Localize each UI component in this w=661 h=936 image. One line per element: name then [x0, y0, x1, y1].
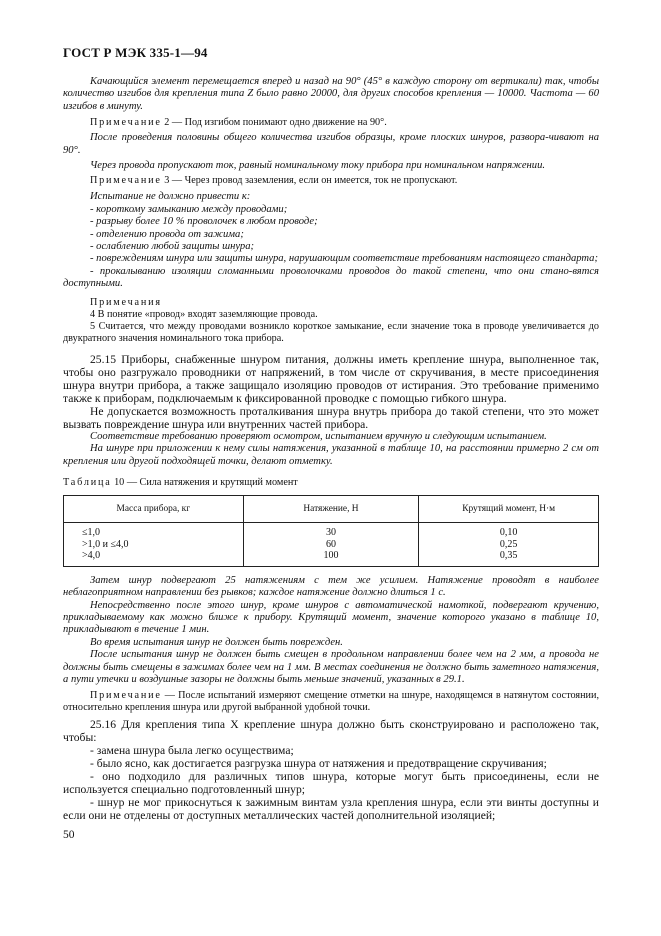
table-caption-label: Таблица	[63, 476, 112, 488]
table-header-row	[64, 495, 599, 522]
displacement-paragraph: После испытания шнур не должен быть смещен в продольном направлении более чем на 2 мм, а провода не должны быть смещены в зажимах более чем на 1 мм. В местах соединения не должно быть заметного натяжения, а пути утечки и воздушные зазоры не должны быть меньше значений, указанных в 29.1.	[63, 649, 599, 685]
table-cells-tension	[243, 522, 419, 566]
table-cells-mass	[64, 522, 244, 566]
list-item: - отделению провода от зажима;	[90, 228, 244, 240]
list-item: - разрыву более 10 % проволочек в любом проводе;	[90, 216, 318, 228]
table-cell: 100	[323, 550, 339, 562]
list-item: - было ясно, как достигается разгрузка шнура от натяжения и предотвращение скручивания;	[90, 757, 547, 771]
column-header-tension: Натяжение, Н	[243, 495, 419, 522]
table-cell: ≤1,0	[82, 526, 100, 538]
test-list-intro: Испытание не должно привести к:	[90, 191, 251, 203]
table-cell: 0,25	[499, 538, 518, 550]
list-item: - шнур не мог прикоснуться к зажимным винтам узла крепления шнура, если эти винты доступны и если они не отделены от доступных металлических частей дополнительной изоляцией;	[63, 796, 599, 823]
list-item: - замена шнура была легко осуществима;	[90, 744, 294, 758]
no-damage-paragraph: Во время испытания шнур не должен быть поврежден.	[90, 636, 343, 648]
notes-label: Примечания	[90, 296, 162, 308]
list-item: - короткому замыканию между проводами;	[90, 203, 288, 215]
note-text: 2 — Под изгибом понимают одно движение на 90°.	[161, 117, 387, 129]
list-item: - оно подходило для различных типов шнура, которые могут быть присоединены, если не используется специально подготовленный шнур;	[63, 770, 599, 797]
page-number: 50	[63, 829, 75, 841]
note-label: Примечание	[90, 117, 162, 129]
note-text: 3 — Через провод заземления, если он имеется, ток не пропускают.	[161, 175, 458, 187]
page-header-standard-title: ГОСТ Р МЭК 335-1—94	[63, 45, 208, 60]
note-label: Примечание	[90, 690, 162, 702]
mark-placement: На шнуре при приложении к нему силы натяжения, указанной в таблице 10, на расстоянии примерно 2 см от крепления или другой подходящей точки, делают отметку.	[63, 443, 599, 467]
table-10	[63, 495, 599, 567]
page-content	[63, 76, 599, 822]
table-cell: 60	[325, 538, 336, 550]
table-cell: 30	[325, 526, 336, 538]
table-cell: >1,0 и ≤4,0	[82, 538, 129, 550]
paragraph-bending-element: Качающийся элемент перемещается вперед и назад на 90° (45° в каждую сторону от вертикали) так, чтобы количество изгибов для крепления типа Z было равно 20000, для других способов крепления — 10000. Частота — 60 изгибов в минуту.	[63, 76, 599, 112]
note-5: 5 Считается, что между проводами возникло короткое замыкание, если значение тока в проводе увеличивается до двукратного значения номинального тока прибора.	[63, 320, 599, 344]
note-label: Примечание	[90, 175, 162, 187]
list-item: - ослаблению любой защиты шнура;	[90, 241, 255, 253]
note-text: — После испытаний измеряют смещение отметки на шнуре, находящемся в натянутом состоянии, относительно крепления шнура или другой выбранной удобной точки.	[63, 690, 599, 714]
paragraph-half-bends: После проведения половины общего количества изгибов образцы, кроме плоских шнуров, развора-чивают на 90°.	[63, 132, 599, 156]
section-25-15-paragraph-2: Не допускается возможность проталкивания шнура внутрь прибора до такой степени, что это может вызвать повреждение шнура или внутренних частей прибора.	[63, 404, 599, 431]
list-item: - прокалыванию изоляции сломанными проволочками проводов до такой степени, что они стано-вятся доступными.	[63, 265, 599, 290]
note-4: 4 В понятие «провод» входят заземляющие провода.	[90, 308, 318, 320]
table-cell: >4,0	[82, 550, 101, 562]
column-header-mass: Масса прибора, кг	[64, 495, 244, 522]
note-after-tests	[63, 690, 599, 714]
section-25-16-intro: 25.16 Для крепления типа X крепление шнура должно быть сконструировано и расположено так, чтобы:	[63, 718, 599, 745]
pull-test-paragraph: Затем шнур подвергают 25 натяжениям с тем же усилием. Натяжение проводят в наиболее неблагоприятном направлении без рывков; каждое натяжение должно длиться 1 с.	[63, 574, 599, 599]
table-row	[64, 522, 599, 566]
section-25-16-list	[63, 744, 599, 822]
table-cells-torque	[419, 522, 599, 566]
column-header-torque: Крутящий момент, Н·м	[419, 495, 599, 522]
compliance-check: Соответствие требованию проверяют осмотром, испытанием вручную и следующим испытанием.	[90, 430, 547, 442]
table-cell: 0,10	[499, 526, 518, 538]
table-cell: 0,35	[499, 550, 518, 562]
section-25-15-paragraph: 25.15 Приборы, снабженные шнуром питания, должны иметь крепление шнура, выполненное так, чтобы оно разгружало проводники от напряжений, в том числе от скручивания, в месте присоединения шнура внутри прибора, а также защищало изоляцию проводов от истирания. Это требование применимо также к приборам, подключаемым к фиксированной проводке с помощью гибкого шнура.	[63, 352, 599, 405]
note-2	[63, 117, 599, 129]
table-10-caption	[63, 477, 599, 489]
note-3	[63, 175, 599, 187]
list-item: - повреждениям шнура или защиты шнура, нарушающим соответствие требованиям настоящего стандарта;	[90, 253, 599, 265]
table-caption-text: 10 — Сила натяжения и крутящий момент	[111, 476, 298, 488]
notes-block	[63, 297, 599, 345]
test-failure-list	[63, 204, 599, 291]
torque-test-paragraph: Непосредственно после этого шнур, кроме шнуров с автоматической намоткой, подвергают кручению, прикладываемому как можно ближе к прибору. Крутящий момент, значение которого указано в таблице 10, прикладывают в течение 1 мин.	[63, 599, 599, 636]
paragraph-current: Через провода пропускают ток, равный номинальному току прибора при номинальном напряжении.	[90, 160, 546, 172]
